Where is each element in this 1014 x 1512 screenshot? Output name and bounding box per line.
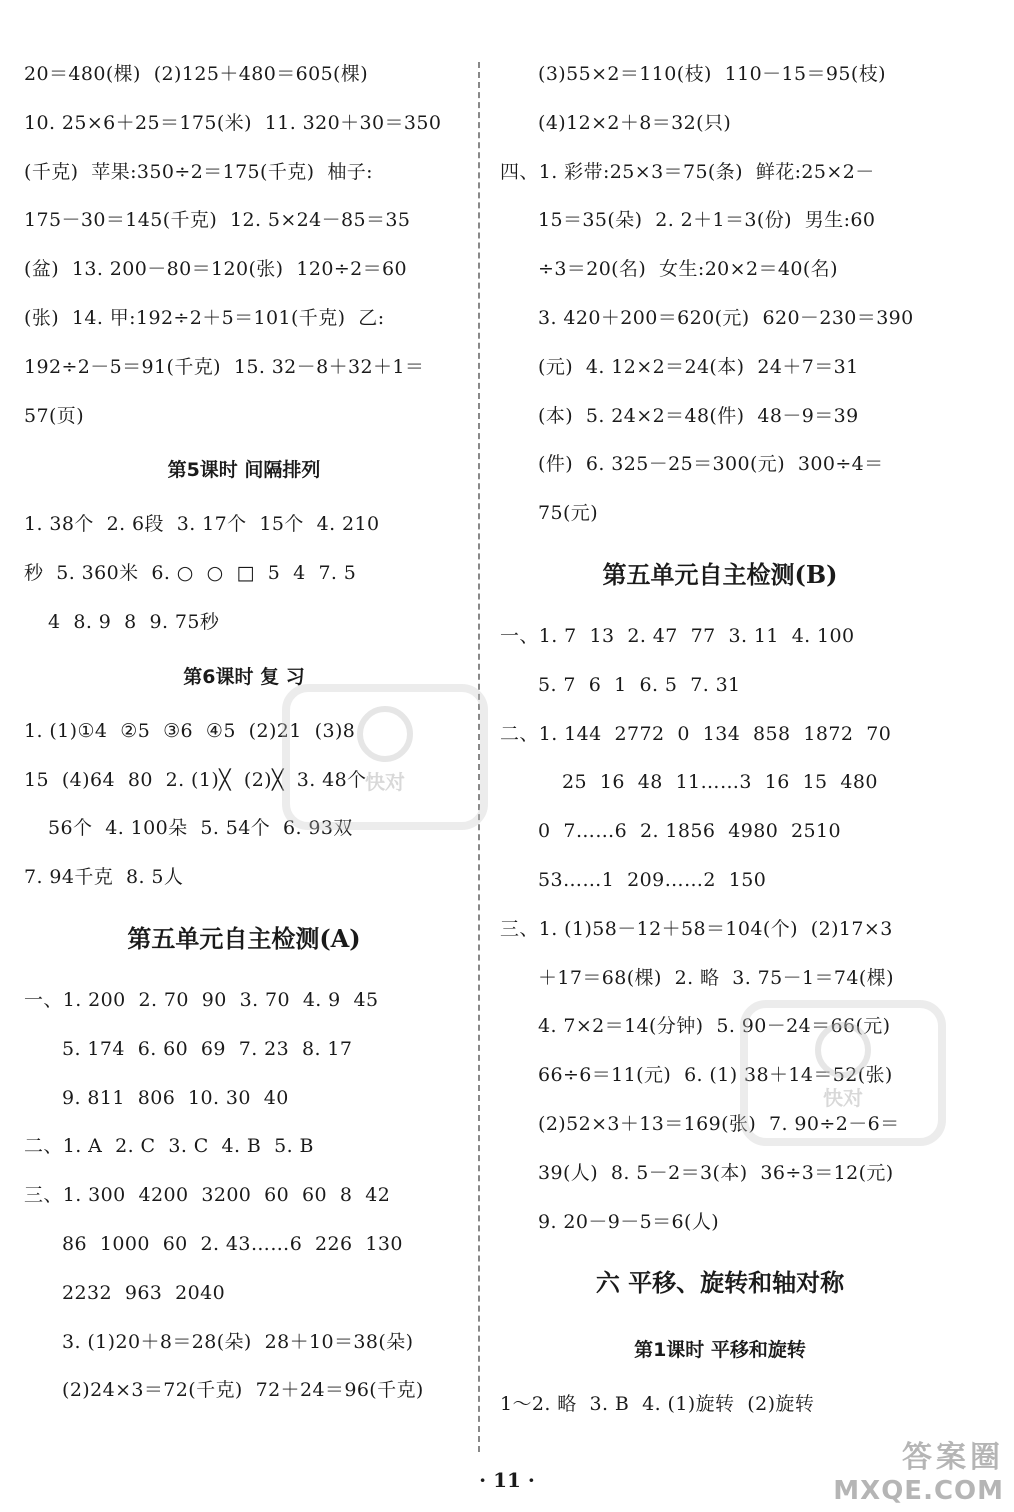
answer-line: (本) 5. 24×2＝48(件) 48－9＝39 bbox=[538, 404, 859, 427]
answer-line: (件) 6. 325－25＝300(元) 300÷4＝ bbox=[538, 453, 884, 476]
answer-line: 1～2. 略 3. B 4. (1)旋转 (2)旋转 bbox=[500, 1393, 815, 1416]
answer-line: 2232 963 2040 bbox=[62, 1281, 226, 1304]
unit-heading: 六 平移、旋转和轴对称 bbox=[595, 1268, 845, 1298]
answer-line: 1. 38个 2. 6段 3. 17个 15个 4. 210 bbox=[24, 513, 380, 536]
answer-line: 3. (1)20＋8＝28(朵) 28＋10＝38(朵) bbox=[62, 1330, 414, 1353]
answer-line: 175－30＝145(千克) 12. 5×24－85＝35 bbox=[24, 209, 411, 232]
answer-line: ÷3＝20(名) 女生:20×2＝40(名) bbox=[538, 258, 838, 281]
unit-heading: 第五单元自主检测(B) bbox=[602, 559, 838, 589]
answer-line: 20＝480(棵) (2)125＋480＝605(棵) bbox=[24, 63, 369, 85]
answer-line: 4 8. 9 8 9. 75秒 bbox=[48, 610, 220, 633]
right-column bbox=[500, 50, 940, 1429]
answer-line: 15 (4)64 80 2. (1)╳ (2)╳ 3. 48个 bbox=[24, 768, 367, 791]
section-heading: 第5课时 间隔排列 bbox=[167, 459, 321, 482]
answer-line: (3)55×2＝110(枝) 110－15＝95(枝) bbox=[538, 63, 886, 85]
answer-line: 秒 5. 360米 6. ○ ○ □ 5 4 7. 5 bbox=[24, 562, 357, 585]
answer-line: 四、1. 彩带:25×3＝75(条) 鲜花:25×2－ bbox=[500, 160, 875, 183]
answer-line: 5. 7 6 1 6. 5 7. 31 bbox=[538, 673, 741, 696]
watermark-logo bbox=[282, 684, 488, 830]
answer-line: 9. 20－9－5＝6(人) bbox=[538, 1210, 720, 1233]
answer-line: 53……1 209……2 150 bbox=[538, 868, 767, 891]
answer-line: 15＝35(朵) 2. 2＋1＝3(份) 男生:60 bbox=[538, 209, 876, 232]
answer-line: 3. 420＋200＝620(元) 620－230＝390 bbox=[538, 306, 914, 329]
unit-heading: 第五单元自主检测(A) bbox=[127, 923, 361, 953]
answer-line: (千克) 苹果:350÷2＝175(千克) 柚子: bbox=[24, 160, 373, 183]
answer-line: 39(人) 8. 5－2＝3(本) 36÷3＝12(元) bbox=[538, 1161, 894, 1184]
answer-line: 4. 7×2＝14(分钟) 5. 90－24＝66(元) bbox=[538, 1015, 891, 1038]
section-heading: 第1课时 平移和旋转 bbox=[634, 1339, 806, 1362]
answer-line: 7. 94千克 8. 5人 bbox=[24, 866, 184, 889]
answer-line: (元) 4. 12×2＝24(本) 24＋7＝31 bbox=[538, 355, 859, 378]
answer-line: 66÷6＝11(元) 6. (1) 38＋14＝52(张) bbox=[538, 1064, 893, 1087]
corner-logo-url: MXQE.COM bbox=[833, 1476, 1004, 1506]
answer-line: 9. 811 806 10. 30 40 bbox=[62, 1086, 289, 1109]
answer-line: 56个 4. 100朵 5. 54个 6. 93双 bbox=[48, 817, 353, 840]
answer-line: ＋17＝68(棵) 2. 略 3. 75－1＝74(棵) bbox=[538, 966, 894, 989]
answer-line: 86 1000 60 2. 43……6 226 130 bbox=[62, 1232, 403, 1255]
check-icon bbox=[357, 706, 413, 762]
answer-line: 三、1. 300 4200 3200 60 60 8 42 bbox=[24, 1184, 391, 1207]
answer-line: 三、1. (1)58－12＋58＝104(个) (2)17×3 bbox=[500, 917, 893, 940]
watermark-logo bbox=[740, 1000, 946, 1146]
answer-line: 25 16 48 11……3 16 15 480 bbox=[562, 771, 878, 794]
page-number: · 11 · bbox=[479, 1468, 535, 1492]
answer-line: 0 7……6 2. 1856 4980 2510 bbox=[538, 820, 842, 843]
answer-line: 5. 174 6. 60 69 7. 23 8. 17 bbox=[62, 1037, 353, 1060]
answer-line: 1. (1)①4 ②5 ③6 ④5 (2)21 (3)8 bbox=[24, 719, 356, 742]
answer-line: (2)52×3＋13＝169(张) 7. 90÷2－6＝ bbox=[538, 1112, 900, 1135]
answer-line: 一、1. 200 2. 70 90 3. 70 4. 9 45 bbox=[24, 988, 379, 1011]
watermark-text: 快对 bbox=[823, 1086, 863, 1110]
watermark-text: 快对 bbox=[365, 770, 405, 794]
answer-line: (4)12×2＋8＝32(只) bbox=[538, 111, 732, 134]
answer-line: 57(页) bbox=[24, 404, 85, 427]
corner-logo-title: 答案圈 bbox=[902, 1440, 1004, 1475]
answer-line: 192÷2－5＝91(千克) 15. 32－8＋32＋1＝ bbox=[24, 355, 425, 378]
answer-line: 一、1. 7 13 2. 47 77 3. 11 4. 100 bbox=[500, 624, 855, 647]
corner-logo bbox=[833, 1432, 1004, 1506]
answer-line: (2)24×3＝72(千克) 72＋24＝96(千克) bbox=[62, 1379, 424, 1402]
answer-line: 75(元) bbox=[538, 502, 599, 525]
answer-line: 二、1. 144 2772 0 134 858 1872 70 bbox=[500, 722, 892, 745]
answer-line: 10. 25×6＋25＝175(米) 11. 320＋30＝350 bbox=[24, 111, 442, 134]
answer-line: (张) 14. 甲:192÷2＋5＝101(千克) 乙: bbox=[24, 306, 385, 329]
answer-line: (盆) 13. 200－80＝120(张) 120÷2＝60 bbox=[24, 258, 408, 281]
answer-line: 二、1. A 2. C 3. C 4. B 5. B bbox=[24, 1135, 314, 1158]
check-icon bbox=[815, 1022, 871, 1078]
section-heading: 第6课时 复 习 bbox=[183, 665, 305, 688]
